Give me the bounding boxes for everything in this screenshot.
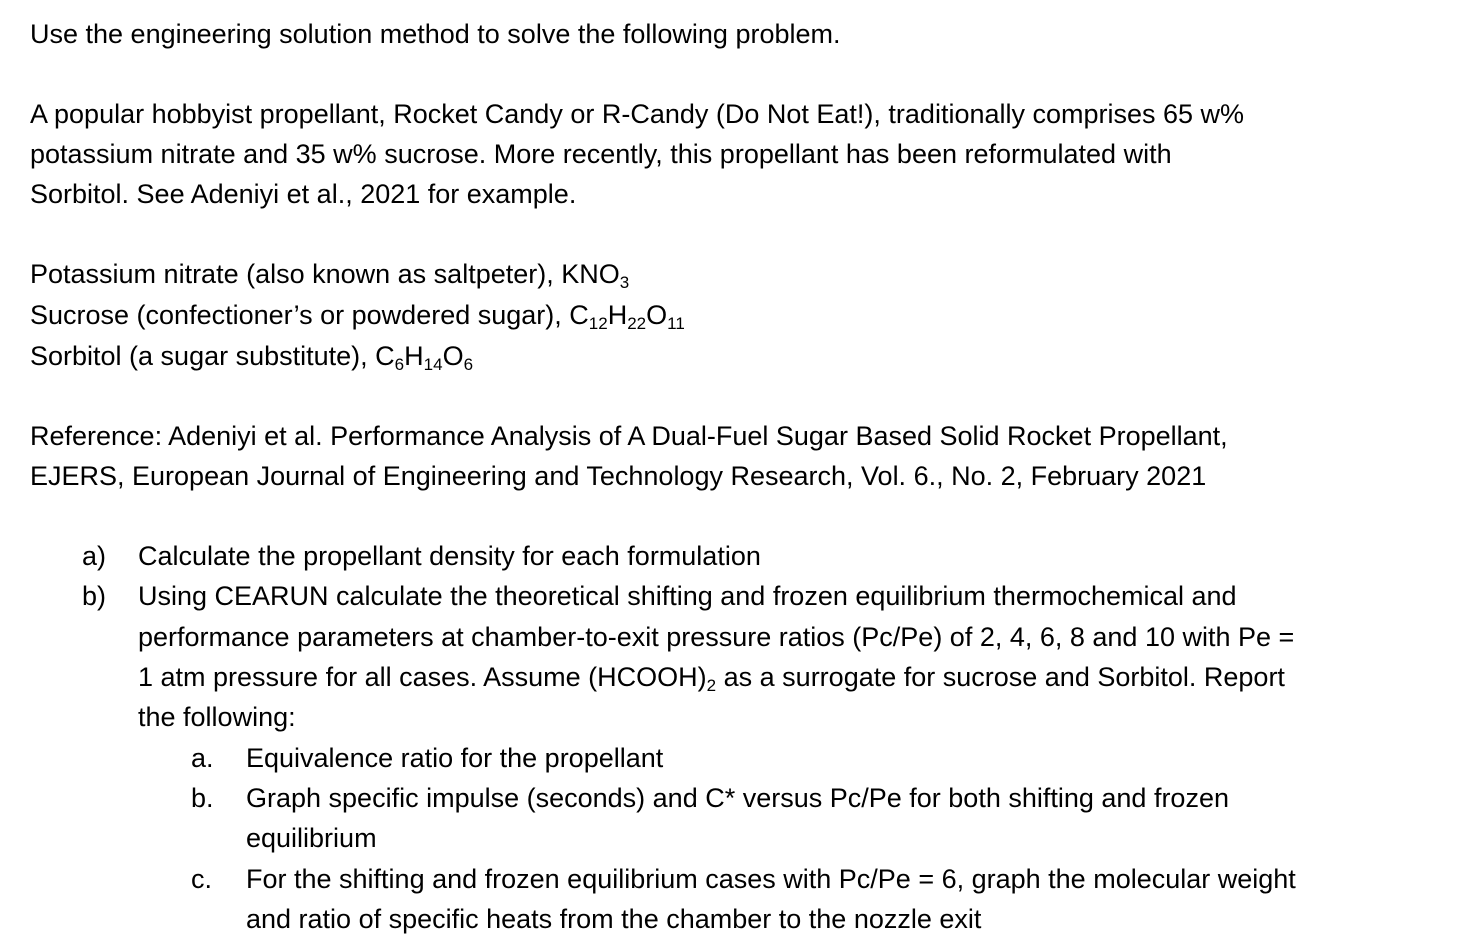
compound-sucrose bbox=[30, 295, 685, 335]
compound-sorbitol-text: Sorbitol (a sugar substitute), C bbox=[30, 341, 395, 371]
instruction-text: Use the engineering solution method to solve the following problem. bbox=[30, 19, 841, 49]
sorbitol-oxygen-subscript: 6 bbox=[463, 355, 474, 374]
compound-kno3 bbox=[30, 254, 629, 294]
subtask-c-line-2: and ratio of specific heats from the chamber to the nozzle exit bbox=[246, 904, 982, 934]
reference-line-1: Reference: Adeniyi et al. Performance Analysis of A Dual-Fuel Sugar Based Solid Rocket Propellant, bbox=[30, 421, 1228, 451]
compound-kno3-text: Potassium nitrate (also known as saltpeter), KNO bbox=[30, 259, 620, 289]
intro-line-1: A popular hobbyist propellant, Rocket Candy or R-Candy (Do Not Eat!), traditionally comprises 65 w% bbox=[30, 99, 1245, 129]
task-b-line-3 bbox=[138, 657, 1285, 697]
task-a-label: a) bbox=[82, 541, 107, 571]
subtask-c-line-1: For the shifting and frozen equilibrium cases with Pc/Pe = 6, graph the molecular weight bbox=[246, 864, 1296, 894]
task-b-label: b) bbox=[82, 581, 107, 611]
reference-line-2: EJERS, European Journal of Engineering and Technology Research, Vol. 6., No. 2, February 2021 bbox=[30, 461, 1207, 491]
sorbitol-oxygen: O bbox=[442, 341, 464, 371]
intro-line-2: potassium nitrate and 35 w% sucrose. More recently, this propellant has been reformulated with bbox=[30, 139, 1172, 169]
sucrose-carbon-subscript: 12 bbox=[588, 314, 608, 333]
compound-kno3-subscript: 3 bbox=[619, 273, 630, 292]
sorbitol-hydrogen-subscript: 14 bbox=[423, 355, 443, 374]
intro-line-3: Sorbitol. See Adeniyi et al., 2021 for example. bbox=[30, 179, 577, 209]
task-a-text: Calculate the propellant density for each formulation bbox=[138, 541, 761, 571]
subtask-b-line-1: Graph specific impulse (seconds) and C* versus Pc/Pe for both shifting and frozen bbox=[246, 783, 1229, 813]
task-b-line-1: Using CEARUN calculate the theoretical shifting and frozen equilibrium thermochemical and bbox=[138, 581, 1237, 611]
subtask-c-label: c. bbox=[191, 864, 213, 894]
sorbitol-carbon-subscript: 6 bbox=[394, 355, 405, 374]
subtask-a-text: Equivalence ratio for the propellant bbox=[246, 743, 664, 773]
sorbitol-hydrogen: H bbox=[404, 341, 424, 371]
formic-acid-dimer-subscript: 2 bbox=[706, 676, 717, 695]
task-b-line-4: the following: bbox=[138, 702, 296, 732]
compound-sorbitol bbox=[30, 336, 473, 376]
sucrose-hydrogen: H bbox=[607, 300, 628, 330]
task-b-line-3-post: as a surrogate for sucrose and Sorbitol. Report bbox=[716, 662, 1285, 692]
subtask-a-label: a. bbox=[191, 743, 214, 773]
task-b-line-2: performance parameters at chamber-to-exit pressure ratios (Pc/Pe) of 2, 4, 6, 8 and 10 with Pe = bbox=[138, 622, 1295, 652]
sucrose-oxygen-subscript: 11 bbox=[667, 314, 685, 333]
compound-sucrose-text: Sucrose (confectioner’s or powdered sugar), C bbox=[30, 300, 589, 330]
subtask-b-line-2: equilibrium bbox=[246, 823, 377, 853]
task-b-line-3-pre: 1 atm pressure for all cases. Assume (HCOOH) bbox=[138, 662, 707, 692]
sucrose-hydrogen-subscript: 22 bbox=[627, 314, 647, 333]
subtask-b-label: b. bbox=[191, 783, 214, 813]
sucrose-oxygen: O bbox=[646, 300, 668, 330]
